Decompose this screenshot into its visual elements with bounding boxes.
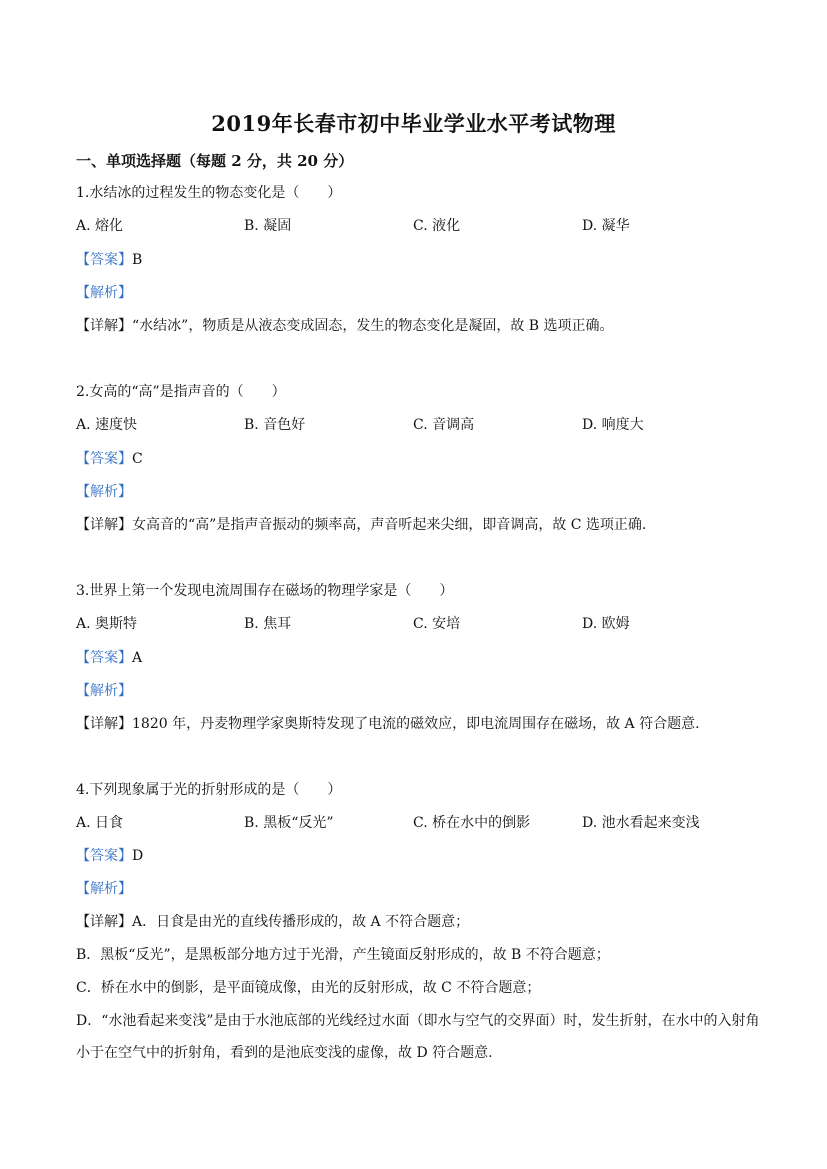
option-d: D. 欧姆 — [582, 616, 630, 632]
detail-line — [76, 316, 614, 336]
option-a: A. 奥斯特 — [76, 616, 138, 632]
answer-tag: 【答案】 — [76, 650, 132, 666]
option-d: D. 响度大 — [582, 417, 644, 433]
answer-tag: 【答案】 — [76, 451, 132, 467]
detail-text: 1820 年，丹麦物理学家奥斯特发现了电流的磁效应，即电流周围存在磁场，故 A 符合题意. — [132, 716, 700, 732]
answer-line — [76, 648, 142, 668]
option-b: B. 黑板“反光” — [244, 815, 334, 831]
detail-line — [76, 912, 469, 932]
detail-extra-c: C．桥在水中的倒影，是平面镜成像，由光的反射形成，故 C 不符合题意； — [76, 980, 541, 996]
page-title: 2019年长春市初中毕业学业水平考试物理 — [211, 111, 616, 136]
analysis-tag: 【解析】 — [76, 484, 132, 500]
option-a: A. 速度快 — [76, 417, 138, 433]
question-stem: 3.世界上第一个发现电流周围存在磁场的物理学家是（ ） — [76, 583, 454, 599]
answer-tag: 【答案】 — [76, 252, 132, 268]
answer-line — [76, 250, 142, 270]
question-stem: 4.下列现象属于光的折射形成的是（ ） — [76, 782, 342, 798]
detail-text: A．日食是由光的直线传播形成的，故 A 不符合题意； — [132, 914, 470, 930]
option-b: B. 凝固 — [244, 218, 292, 234]
detail-extra-b: B．黑板“反光”，是黑板部分地方过于光滑，产生镜面反射形成的，故 B 不符合题意； — [76, 947, 610, 963]
detail-tag: 【详解】 — [76, 914, 132, 930]
option-c: C. 液化 — [413, 218, 461, 234]
option-b: B. 音色好 — [244, 417, 306, 433]
detail-line — [76, 515, 646, 535]
detail-tag: 【详解】 — [76, 716, 132, 732]
option-a: A. 日食 — [76, 815, 124, 831]
question-stem: 2.女高的“高”是指声音的（ ） — [76, 384, 286, 400]
option-d: D. 池水看起来变浅 — [582, 815, 700, 831]
answer-value: B — [132, 252, 143, 268]
analysis-tag: 【解析】 — [76, 683, 132, 699]
detail-line — [76, 714, 700, 734]
option-b: B. 焦耳 — [244, 616, 292, 632]
analysis-tag: 【解析】 — [76, 285, 132, 301]
answer-value: D — [132, 848, 144, 864]
detail-text: 女高音的“高”是指声音振动的频率高，声音听起来尖细，即音调高，故 C 选项正确. — [132, 517, 647, 533]
detail-text: “水结冰”，物质是从液态变成固态，发生的物态变化是凝固，故 B 选项正确。 — [132, 318, 614, 334]
option-c: C. 音调高 — [413, 417, 475, 433]
detail-tag: 【详解】 — [76, 318, 132, 334]
option-a: A. 熔化 — [76, 218, 124, 234]
option-d: D. 凝华 — [582, 218, 630, 234]
option-c: C. 安培 — [413, 616, 461, 632]
answer-tag: 【答案】 — [76, 848, 132, 864]
answer-line — [76, 846, 143, 866]
answer-value: C — [132, 451, 143, 467]
detail-tag: 【详解】 — [76, 517, 132, 533]
analysis-tag: 【解析】 — [76, 881, 132, 897]
section-heading: 一、单项选择题（每题 2 分，共 20 分） — [76, 152, 354, 170]
answer-value: A — [132, 650, 143, 666]
detail-extra-d: D．“水池看起来变浅”是由于水池底部的光线经过水面（即水与空气的交界面）时，发生折射，在水中的入射角小于在空气中的折射角，看到的是池底变浅的虚像，故 D 符合题意. — [76, 1013, 760, 1061]
option-c: C. 桥在水中的倒影 — [413, 815, 531, 831]
answer-line — [76, 449, 143, 469]
question-stem: 1.水结冰的过程发生的物态变化是（ ） — [76, 185, 342, 201]
